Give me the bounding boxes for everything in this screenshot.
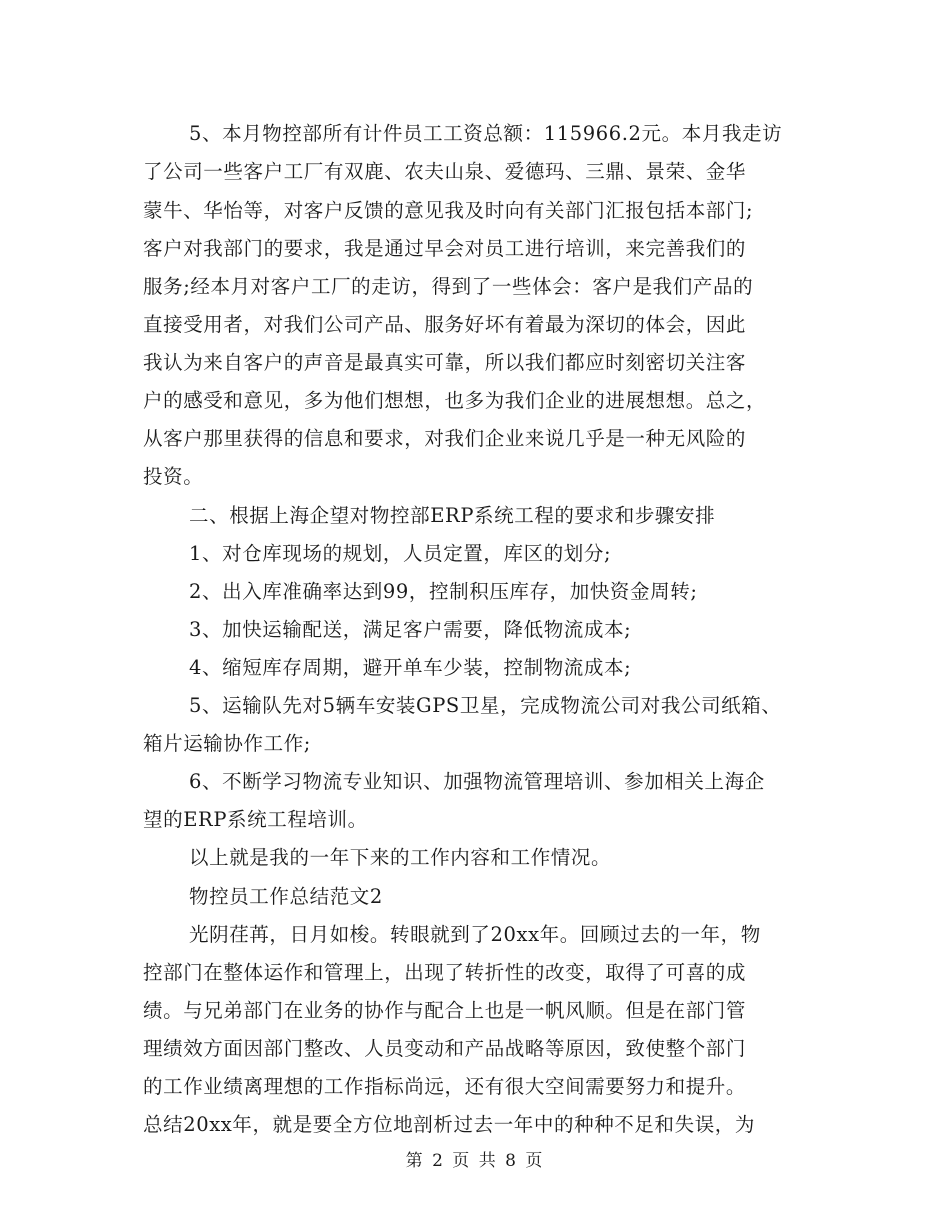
text-line: 理绩效方面因部门整改、人员变动和产品战略等原因，致使整个部门	[143, 1037, 747, 1060]
text-line: 箱片运输协作工作;	[143, 732, 311, 755]
page-footer: 第 2 页 共 8 页	[405, 1151, 545, 1171]
text-line: 4、缩短库存周期，避开单车少装，控制物流成本;	[189, 656, 632, 679]
text-line: 二、根据上海企望对物控部ERP系统工程的要求和步骤安排	[189, 504, 716, 527]
text-line: 5、本月物控部所有计件员工工资总额：115966.2元。本月我走访	[189, 122, 783, 145]
text-line: 了公司一些客户工厂有双鹿、农夫山泉、爱德玛、三鼎、景荣、金华	[143, 160, 747, 183]
text-line: 2、出入库准确率达到99，控制积压库存，加快资金周转;	[189, 580, 698, 603]
text-line: 以上就是我的一年下来的工作内容和工作情况。	[189, 846, 612, 869]
text-line: 客户对我部门的要求，我是通过早会对员工进行培训，来完善我们的	[143, 237, 747, 260]
text-line: 光阴荏苒，日月如梭。转眼就到了20xx年。回顾过去的一年，物	[189, 923, 761, 946]
text-line: 直接受用者，对我们公司产品、服务好坏有着最为深切的体会，因此	[143, 313, 747, 336]
text-line: 投资。	[143, 465, 204, 488]
text-line: 总结20xx年，就是要全方位地剖析过去一年中的种种不足和失误，为	[143, 1113, 756, 1136]
text-line: 我认为来自客户的声音是最真实可靠，所以我们都应时刻密切关注客	[143, 351, 747, 374]
text-line: 户的感受和意见，多为他们想想，也多为我们企业的进展想想。总之，	[143, 389, 767, 412]
text-line: 服务;经本月对客户工厂的走访，得到了一些体会：客户是我们产品的	[143, 275, 754, 298]
text-line: 1、对仓库现场的规划，人员定置，库区的划分;	[189, 542, 612, 565]
text-line: 6、不断学习物流专业知识、加强物流管理培训、参加相关上海企	[189, 770, 765, 793]
text-line: 控部门在整体运作和管理上，出现了转折性的改变，取得了可喜的成	[143, 961, 747, 984]
text-line: 绩。与兄弟部门在业务的协作与配合上也是一帆风顺。但是在部门管	[143, 999, 747, 1022]
text-line: 物控员工作总结范文2	[189, 885, 383, 908]
text-line: 望的ERP系统工程培训。	[143, 808, 368, 831]
text-line: 3、加快运输配送，满足客户需要，降低物流成本;	[189, 618, 632, 641]
text-line: 从客户那里获得的信息和要求，对我们企业来说几乎是一种无风险的	[143, 427, 747, 450]
text-line: 的工作业绩离理想的工作指标尚远，还有很大空间需要努力和提升。	[143, 1075, 747, 1098]
text-line: 蒙牛、华怡等，对客户反馈的意见我及时向有关部门汇报包括本部门;	[143, 199, 754, 222]
text-line: 5、运输队先对5辆车安装GPS卫星，完成物流公司对我公司纸箱、	[189, 694, 782, 717]
